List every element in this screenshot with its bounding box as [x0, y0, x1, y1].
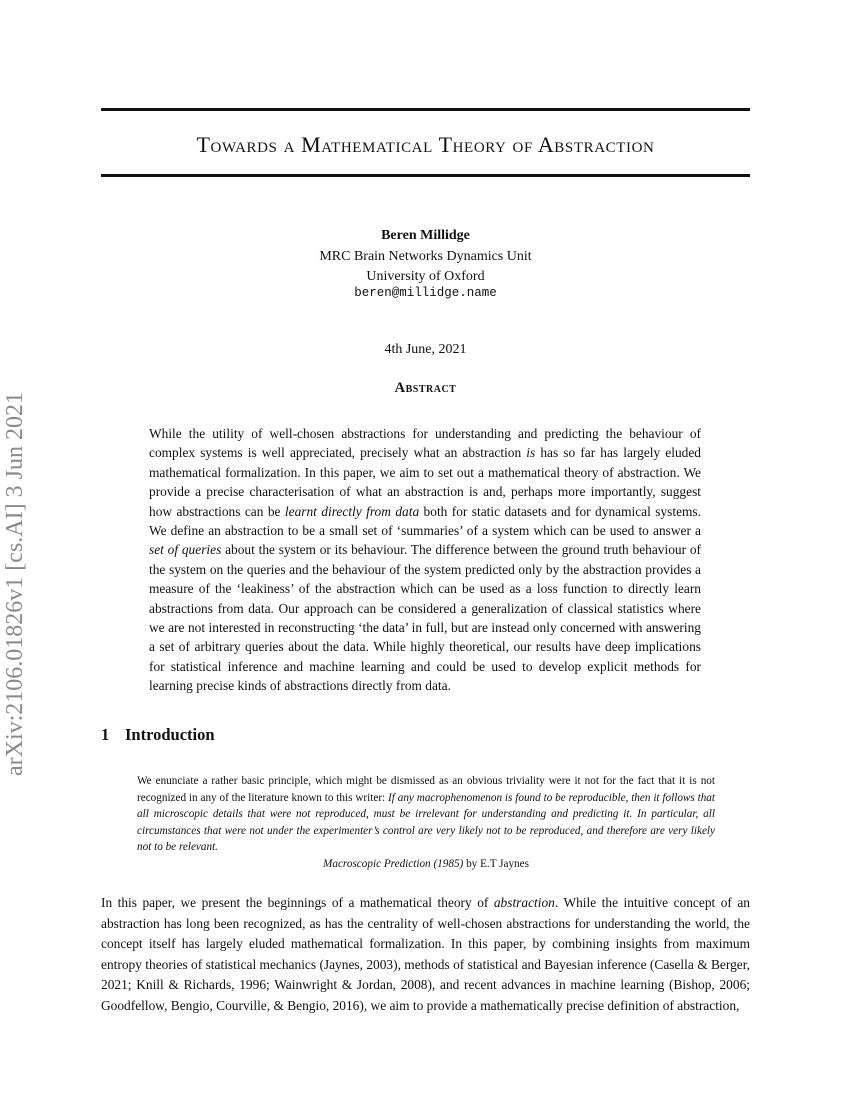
title-rule-top: [101, 108, 750, 111]
quote-attribution: [137, 858, 715, 870]
author-affiliation: [101, 247, 750, 286]
intro-paragraph: [101, 893, 750, 1017]
author-name: Beren Millidge: [381, 228, 470, 243]
abstract-emphasis-1: is: [526, 445, 536, 461]
affiliation-university: University of Oxford: [366, 268, 485, 284]
section-heading: [101, 725, 215, 745]
author-email[interactable]: beren@millidge.name: [354, 286, 497, 300]
section-title: Introduction: [125, 725, 215, 744]
intro-part-1: In this paper, we present the beginnings of a mathematical theory of: [101, 895, 494, 910]
quote-source-title: Macroscopic Prediction (1985): [323, 858, 464, 870]
abstract-heading: Abstract: [394, 380, 457, 396]
abstract-part-1: While the utility of well-chosen abstractions for understanding and predicting the behaviour of complex systems is well appreciated, precisely what an abstraction: [149, 426, 701, 461]
affiliation-unit: MRC Brain Networks Dynamics Unit: [319, 249, 532, 264]
quote-italic: If any macrophenomenon is found to be reproducible, then it follows that all microscopic details that were not reproduced, must be irrelevant for understanding and predicting it. In particular, all circumstances that were not under the experimenter’s control are very likely not to be reproduced, and therefore are very likely not to be relevant.: [137, 791, 715, 854]
quote-plain: We enunciate a rather basic principle, which might be dismissed as an obvious triviality were it not for the fact that it is not recognized in any of the literature known to this writer:: [137, 775, 715, 804]
paper-date: 4th June, 2021: [384, 342, 467, 357]
abstract-emphasis-3: set of queries: [149, 542, 222, 558]
section-number: 1: [101, 725, 110, 744]
arxiv-side-identifier: arXiv:2106.01826v1 [cs.AI] 3 Jun 2021: [2, 392, 28, 776]
intro-part-2: . While the intuitive concept of an abstraction has long been recognized, as has the centrality of well-chosen abstractions for understanding the world, the concept itself has largely eluded mathematical formalization. In this paper, by combining insights from maximum entropy theories of statistical mechanics (Jaynes, 2003), methods of statistical and Bayesian inference (Casella & Berger, 2021; Knill & Richards, 1996; Wainwright & Jordan, 2008), and recent advances in machine learning (Bishop, 2006; Goodfellow, Bengio, Courville, & Bengio, 2016), we aim to provide a mathematically precise definition of abstraction,: [101, 895, 750, 1013]
abstract-emphasis-2: learnt directly from data: [284, 503, 420, 519]
title-rule-bottom: [101, 174, 750, 177]
abstract-part-2: has so far has largely eluded mathematical formalization. In this paper, we aim to set out a mathematical theory of abstraction. We provide a precise characterisation of what an abstraction is and, perhaps more importantly, suggest how abstractions can be: [149, 445, 701, 519]
quote-source-author: by E.T Jaynes: [463, 858, 529, 870]
abstract-part-4: about the system or its behaviour. The difference between the ground truth behaviour of the system on the queries and the behaviour of the system predicted only by the abstraction provides a measure of the ‘leakiness’ of the abstraction which can be used as a loss function to directly learn abstractions from data. Our approach can be considered a generalization of classical statistics where we are not interested in reconstructing ‘the data’ in full, but are instead only concerned with answering a set of arbitrary queries about the data. While highly theoretical, our results have deep implications for statistical inference and machine learning and could be used to develop explicit methods for learning precise kinds of abstractions directly from data.: [149, 542, 701, 694]
intro-emphasis: abstraction: [493, 895, 555, 910]
abstract-part-3: both for static datasets and for dynamical systems. We define an abstraction to be a small set of ‘summaries’ of a system which can be used to answer a: [149, 503, 701, 539]
epigraph-quote: [137, 773, 715, 856]
paper-title: Towards a Mathematical Theory of Abstraction: [196, 132, 655, 157]
abstract-text: [149, 424, 701, 696]
